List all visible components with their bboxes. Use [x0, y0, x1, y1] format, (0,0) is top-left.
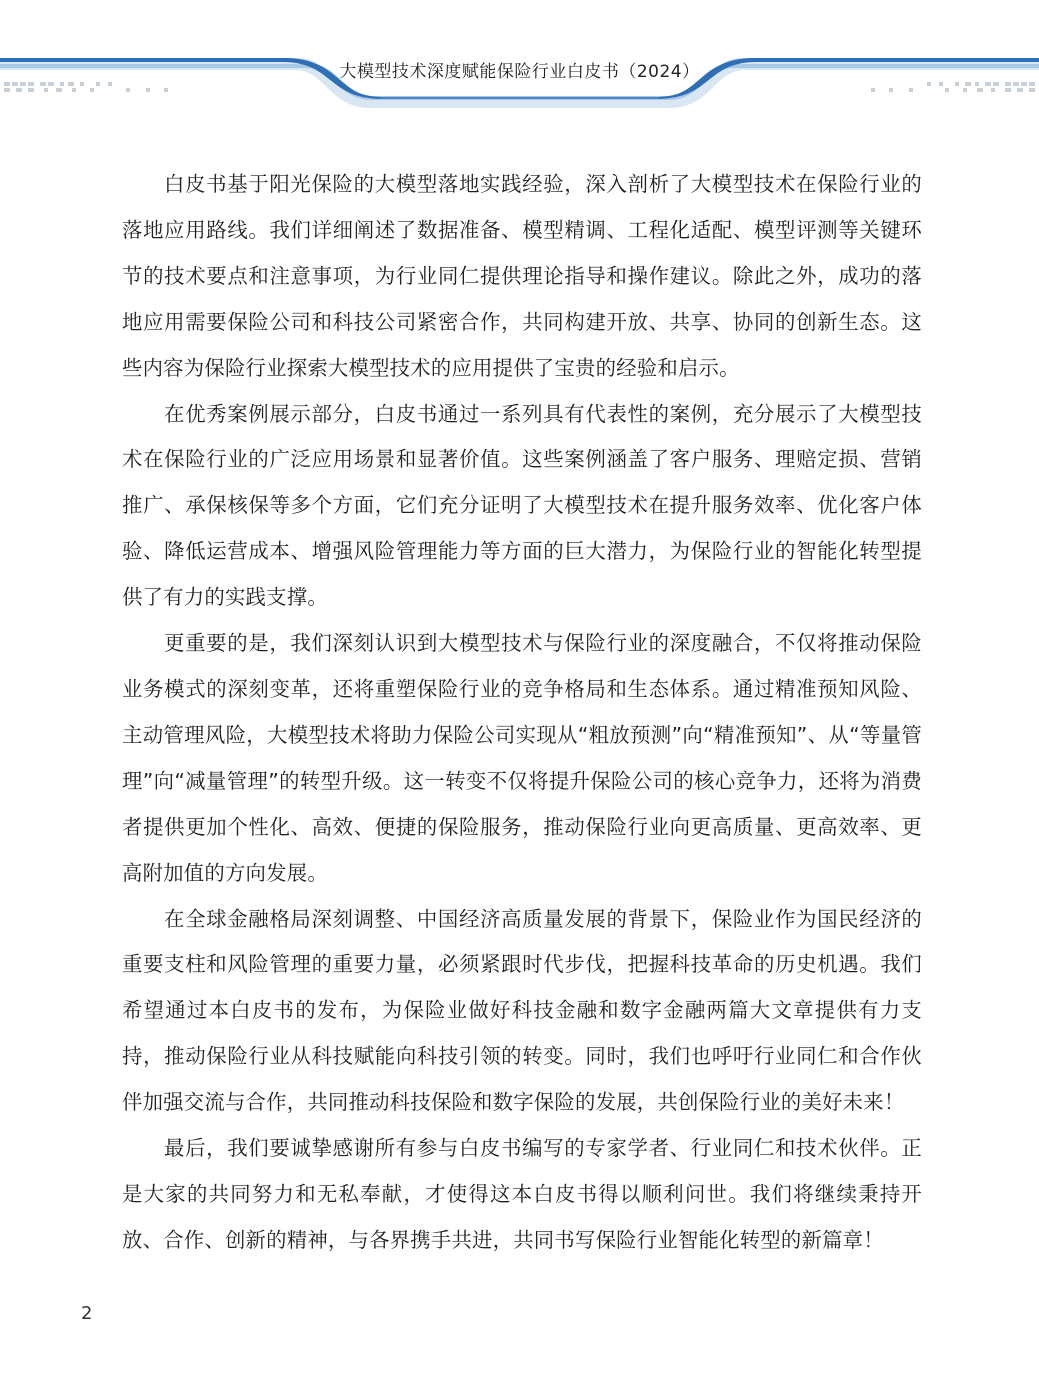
paragraph: 白皮书基于阳光保险的大模型落地实践经验，深入剖析了大模型技术在保险行业的落地应用路线。我们详细阐述了数据准备、模型精调、工程化适配、模型评测等关键环节的技术要点和注意事项，为行业同仁提供理论指导和操作建议。除此之外，成功的落地应用需要保险公司和科技公司紧密合作，共同构建开放、共享、协同的创新生态。这些内容为保险行业探索大模型技术的应用提供了宝贵的经验和启示。 [122, 172, 922, 380]
paragraph: 更重要的是，我们深刻认识到大模型技术与保险行业的深度融合，不仅将推动保险业务模式的深刻变革，还将重塑保险行业的竞争格局和生态体系。通过精准预知风险、主动管理风险，大模型技术将助力保险公司实现从“粗放预测”向“精准预知”、从“等量管理”向“减量管理”的转型升级。这一转变不仅将提升保险公司的核心竞争力，还将为消费者提供更加个性化、高效、便捷的保险服务，推动保险行业向更高质量、更高效率、更高附加值的方向发展。 [122, 631, 922, 885]
paragraph: 在优秀案例展示部分，白皮书通过一系列具有代表性的案例，充分展示了大模型技术在保险行业的广泛应用场景和显著价值。这些案例涵盖了客户服务、理赔定损、营销推广、承保核保等多个方面，它们充分证明了大模型技术在提升服务效率、优化客户体验、降低运营成本、增强风险管理能力等方面的巨大潜力，为保险行业的智能化转型提供了有力的实践支撑。 [122, 401, 922, 610]
paragraph: 最后，我们要诚挚感谢所有参与白皮书编写的专家学者、行业同仁和技术伙伴。正是大家的共同努力和无私奉献，才使得这本白皮书得以顺利问世。我们将继续秉持开放、合作、创新的精神，与各界携手共进，共同书写保险行业智能化转型的新篇章！ [122, 1136, 922, 1252]
header-wave-decoration [0, 0, 1039, 110]
paragraph: 在全球金融格局深刻调整、中国经济高质量发展的背景下，保险业作为国民经济的重要支柱和风险管理的重要力量，必须紧跟时代步伐，把握科技革命的历史机遇。我们希望通过本白皮书的发布，为保险业做好科技金融和数字金融两篇大文章提供有力支持，推动保险行业从科技赋能向科技引领的转变。同时，我们也呼吁行业同仁和合作伙伴加强交流与合作，共同推动科技保险和数字保险的发展，共创保险行业的美好未来！ [122, 906, 922, 1115]
page-number: 2 [81, 1303, 93, 1324]
body-text [122, 162, 922, 1264]
header-title: 大模型技术深度赋能保险行业白皮书（2024） [339, 62, 700, 82]
page-header [0, 0, 1039, 110]
